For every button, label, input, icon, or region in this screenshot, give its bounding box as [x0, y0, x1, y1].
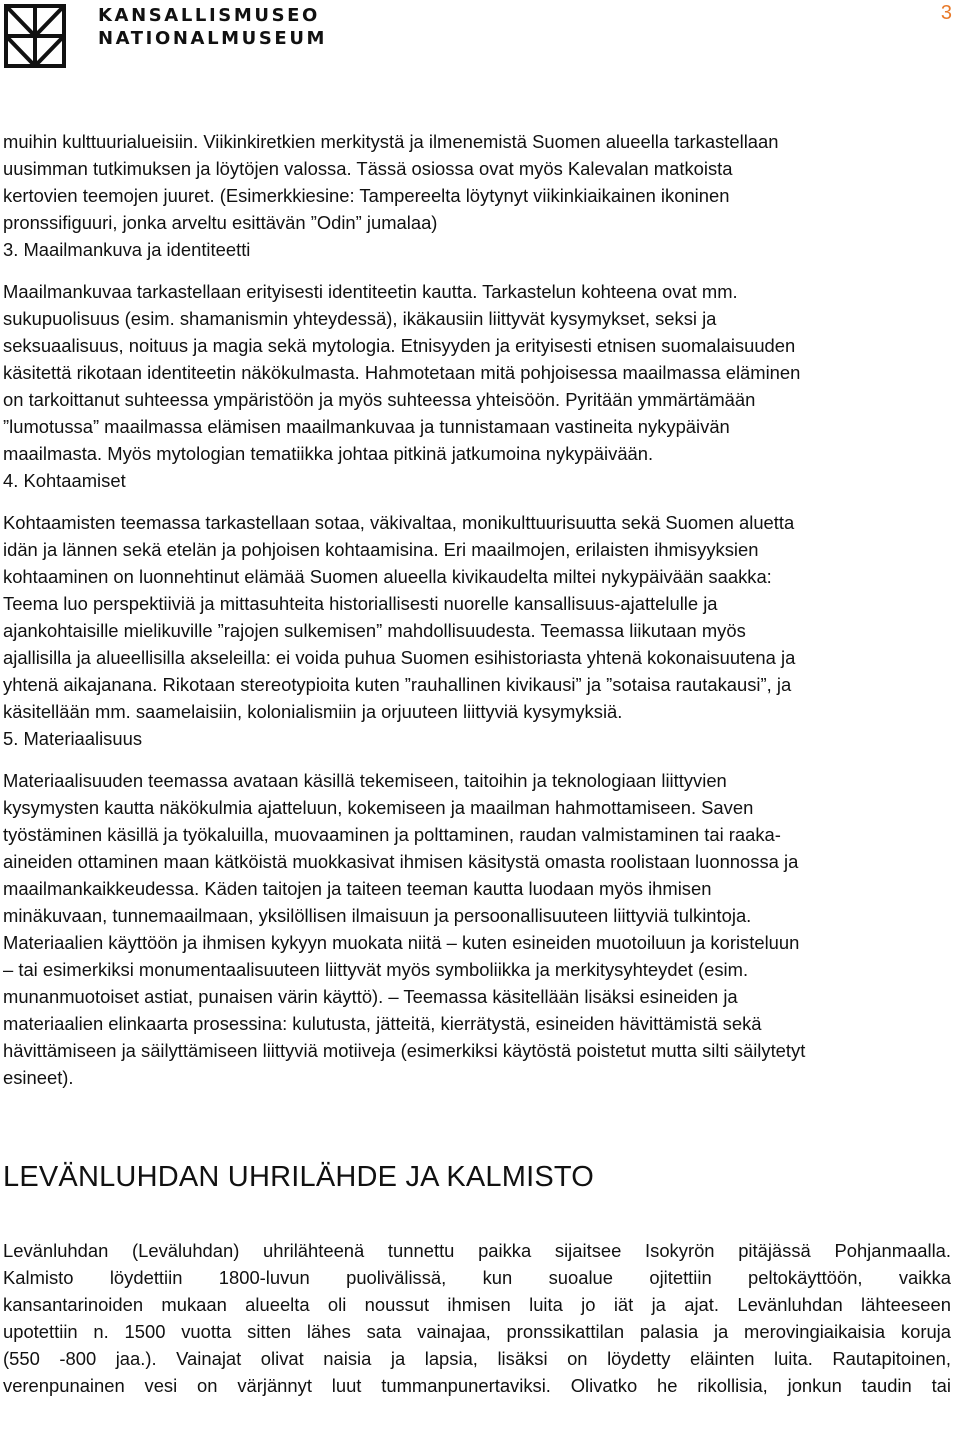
text-line: Maailmankuvaa tarkastellaan erityisesti identiteetin kautta. Tarkastelun kohteena ovat mm. [3, 281, 738, 302]
text-line: työstäminen käsillä ja työkaluilla, muovaaminen ja polttaminen, raudan valmistaminen tai raaka- [3, 824, 781, 845]
text-line: Kohtaamisten teemassa tarkastellaan sotaa, väkivaltaa, monikulttuurisuutta sekä Suomen aluetta [3, 512, 795, 533]
final-paragraph [3, 1237, 951, 1399]
section-heading-4: 4. Kohtaamiset [3, 470, 126, 491]
text-line: materiaalien elinkaarta prosessina: kulutusta, jätteitä, kierrätystä, esineiden hävittämistä sekä [3, 1013, 762, 1034]
text-line: upotettiin n. 1500 vuotta sitten lähes sata vainajaa, pronssikattilan palasia ja merovingiaikaisia koruja [3, 1321, 951, 1342]
intro-paragraph [3, 128, 951, 236]
section-title: LEVÄNLUHDAN UHRILÄHDE JA KALMISTO [3, 1161, 595, 1193]
document-body [3, 128, 951, 1399]
text-line: Materiaalisuuden teemassa avataan käsillä tekemiseen, taitoihin ja teknologiaan liittyvien [3, 770, 727, 791]
museum-logo-icon [4, 4, 66, 68]
text-line: on tarkoittanut suhteessa ympäristöön ja myös suhteessa yhteisöön. Pyritään ymmärtämään [3, 389, 756, 410]
section-5-paragraph [3, 767, 951, 1091]
text-line: uusimman tutkimuksen ja löytöjen valossa. Tässä osiossa ovat myös Kalevalan matkoista [3, 158, 733, 179]
text-line: Kalmisto löydettiin 1800-luvun puolivälissä, kun suoalue ojitettiin peltokäyttöön, vaikka [3, 1267, 951, 1288]
text-line: minäkuvaan, tunnemaailmaan, yksilöllisen ilmaisuun ja persoonallisuuteen liittyviä tulkintoja. [3, 905, 752, 926]
section-3-paragraph [3, 278, 951, 467]
text-line: yhtenä aikajanana. Rikotaan stereotypioita kuten ”rauhallinen kivikausi” ja ”sotaisa rautakausi”, ja [3, 674, 792, 695]
text-line: aineiden ottaminen maan kätköistä muokkasivat ihmisen käsitystä omasta roolistaan luonnossa ja [3, 851, 799, 872]
page-header [0, 0, 960, 80]
logo-line-2: NATIONALMUSEUM [98, 28, 328, 49]
text-line: maailmasta. Myös mytologian tematiikka johtaa pitkinä jatkumoina nykypäivään. [3, 443, 654, 464]
section-4-paragraph [3, 509, 951, 725]
section-heading-5: 5. Materiaalisuus [3, 728, 143, 749]
text-line: ajankohtaisille mielikuville ”rajojen sulkemisen” mahdollisuudesta. Teemassa liikutaan myös [3, 620, 746, 641]
text-line: (550 -800 jaa.). Vainajat olivat naisia ja lapsia, lisäksi on löydetty eläinten luita. Rautapitoinen, [3, 1348, 951, 1369]
text-line: sukupuolisuus (esim. shamanismin yhteydessä), ikäkausiin liittyvät kysymykset, seksi ja [3, 308, 717, 329]
text-line: pronssifiguuri, jonka arveltu esittävän ”Odin” jumalaa) [3, 212, 438, 233]
text-line: kysymysten kautta näkökulmia ajatteluun, kokemiseen ja maailman hahmottamiseen. Saven [3, 797, 754, 818]
text-line: Materiaalien käyttöön ja ihmisen kykyyn muokata niitä – kuten esineiden muotoiluun ja koristeluun [3, 932, 800, 953]
text-line: Teema luo perspektiiviä ja mittasuhteita historiallisesti nuorelle kansallisuus-ajattelulle ja [3, 593, 718, 614]
text-line: kansantarinoiden mukaan alueelta oli noussut ihmisen luita jo iät ja ajat. Levänluhdan lähteeseen [3, 1294, 951, 1315]
section-heading-3: 3. Maailmankuva ja identiteetti [3, 239, 251, 260]
text-line: seksuaalisuus, noituus ja magia sekä mytologia. Etnisyyden ja erityisesti etnisen suomalaisuuden [3, 335, 796, 356]
page-number: 3 [940, 2, 952, 24]
text-line: maailmankaikkeudessa. Käden taitojen ja taiteen teeman kautta luodaan myös ihmisen [3, 878, 712, 899]
text-line: käsitettä rikotaan identiteetin näkökulmasta. Hahmotetaan mitä pohjoisessa maailmassa eläminen [3, 362, 801, 383]
museum-logo-text [98, 4, 327, 50]
text-line: esineet). [3, 1067, 74, 1088]
text-line: muihin kulttuurialueisiin. Viikinkiretkien merkitystä ja ilmenemistä Suomen alueella tarkastellaan [3, 131, 779, 152]
text-line: munanmuotoiset astiat, punaisen värin käyttö). – Teemassa käsitellään lisäksi esineiden ja [3, 986, 738, 1007]
text-line: kertovien teemojen juuret. (Esimerkkiesine: Tampereelta löytynyt viikinkiaikainen ikoninen [3, 185, 730, 206]
logo-line-1: KANSALLISMUSEO [98, 5, 320, 26]
text-line: verenpunainen vesi on värjännyt luut tummanpunertaviksi. Olivatko he rikollisia, jonkun taudin tai [3, 1375, 951, 1396]
text-line: ajallisilla ja alueellisilla akseleilla: ei voida puhua Suomen esihistoriasta yhtenä kokonaisuutena ja [3, 647, 796, 668]
text-line: hävittämiseen ja säilyttämiseen liittyviä motiiveja (esimerkiksi käytöstä poistetut mutta silti säilytetyt [3, 1040, 806, 1061]
text-line: kohtaaminen on luonnehtinut elämää Suomen alueella kivikaudelta miltei nykypäivään saakka: [3, 566, 772, 587]
text-line: idän ja lännen sekä etelän ja pohjoisen kohtaamisina. Eri maailmojen, erilaisten ihmisyyksien [3, 539, 759, 560]
text-line: Levänluhdan (Leväluhdan) uhrilähteenä tunnettu paikka sijaitsee Isokyrön pitäjässä Pohjanmaalla. [3, 1240, 951, 1261]
text-line: ”lumotussa” maailmassa elämisen maailmankuvaa ja tunnistamaan vastineita nykypäivän [3, 416, 730, 437]
text-line: – tai esimerkiksi monumentaalisuuteen liittyvät myös symboliikka ja merkitysyhteydet (esim. [3, 959, 749, 980]
text-line: käsitellään mm. saamelaisiin, kolonialismiin ja orjuuteen liittyviä kysymyksiä. [3, 701, 623, 722]
